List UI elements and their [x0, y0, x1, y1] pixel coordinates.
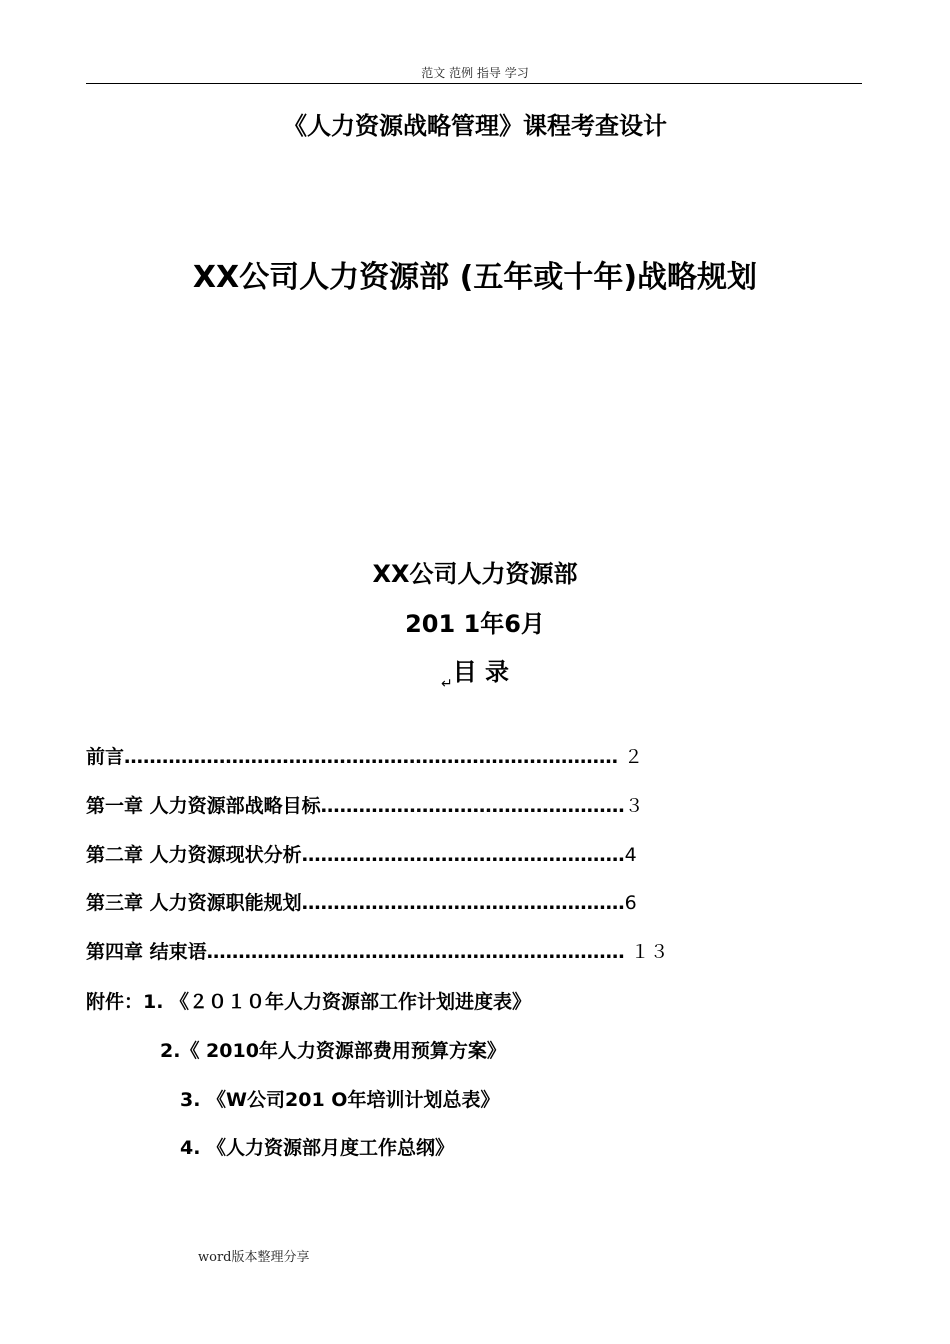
organization-name: XX公司人力资源部: [372, 560, 578, 588]
return-mark-icon: ↵: [440, 676, 453, 692]
toc-entry: [86, 840, 637, 867]
toc-entry-text: 第三章 人力资源职能规划: [86, 892, 302, 914]
toc-page-number: ２: [618, 746, 644, 768]
toc-entry: [86, 791, 644, 818]
toc-leader: …………………………………………: [320, 795, 625, 817]
toc-leader: ……………………………………………: [301, 892, 625, 914]
header-divider: [86, 83, 862, 84]
page-header: 范文 范例 指导 学习: [421, 66, 529, 80]
main-title: XX公司人力资源部 (五年或十年)战略规划: [192, 260, 758, 295]
toc-entry: [86, 937, 669, 964]
toc-entry-text: 第四章 结束语: [86, 941, 207, 963]
toc-page-number: １３: [624, 941, 669, 963]
page-footer: word版本整理分享: [198, 1250, 310, 1265]
toc-page-number: 4: [624, 844, 637, 866]
toc-entry: [86, 742, 643, 769]
attachment-item: 3. 《W公司201 O年培训计划总表》: [180, 1089, 500, 1111]
toc-leader: ……………………………………………………………………: [124, 746, 619, 768]
toc-entry: [86, 888, 637, 915]
attachment-item: 2.《 2010年人力资源部费用预算方案》: [160, 1040, 506, 1062]
toc-heading: [0, 652, 950, 692]
attachment-item: 附件：1. 《２０１０年人力资源部工作计划进度表》: [86, 991, 532, 1013]
toc-page-number: ３: [624, 795, 644, 817]
course-title: 《人力资源战略管理》课程考查设计: [283, 112, 667, 140]
toc-entry-text: 第二章 人力资源现状分析: [86, 844, 302, 866]
toc-leader: ……………………………………………: [301, 844, 625, 866]
toc-entry-text: 第一章 人力资源部战略目标: [86, 795, 321, 817]
attachment-item: 4. 《人力资源部月度工作总纲》: [180, 1137, 455, 1159]
toc-title: 目 录: [452, 658, 510, 686]
document-date: 201 1年6月: [405, 610, 545, 638]
toc-leader: …………………………………………………………: [206, 941, 625, 963]
toc-page-number: 6: [624, 892, 637, 914]
toc-entry-text: 前言: [86, 746, 125, 768]
